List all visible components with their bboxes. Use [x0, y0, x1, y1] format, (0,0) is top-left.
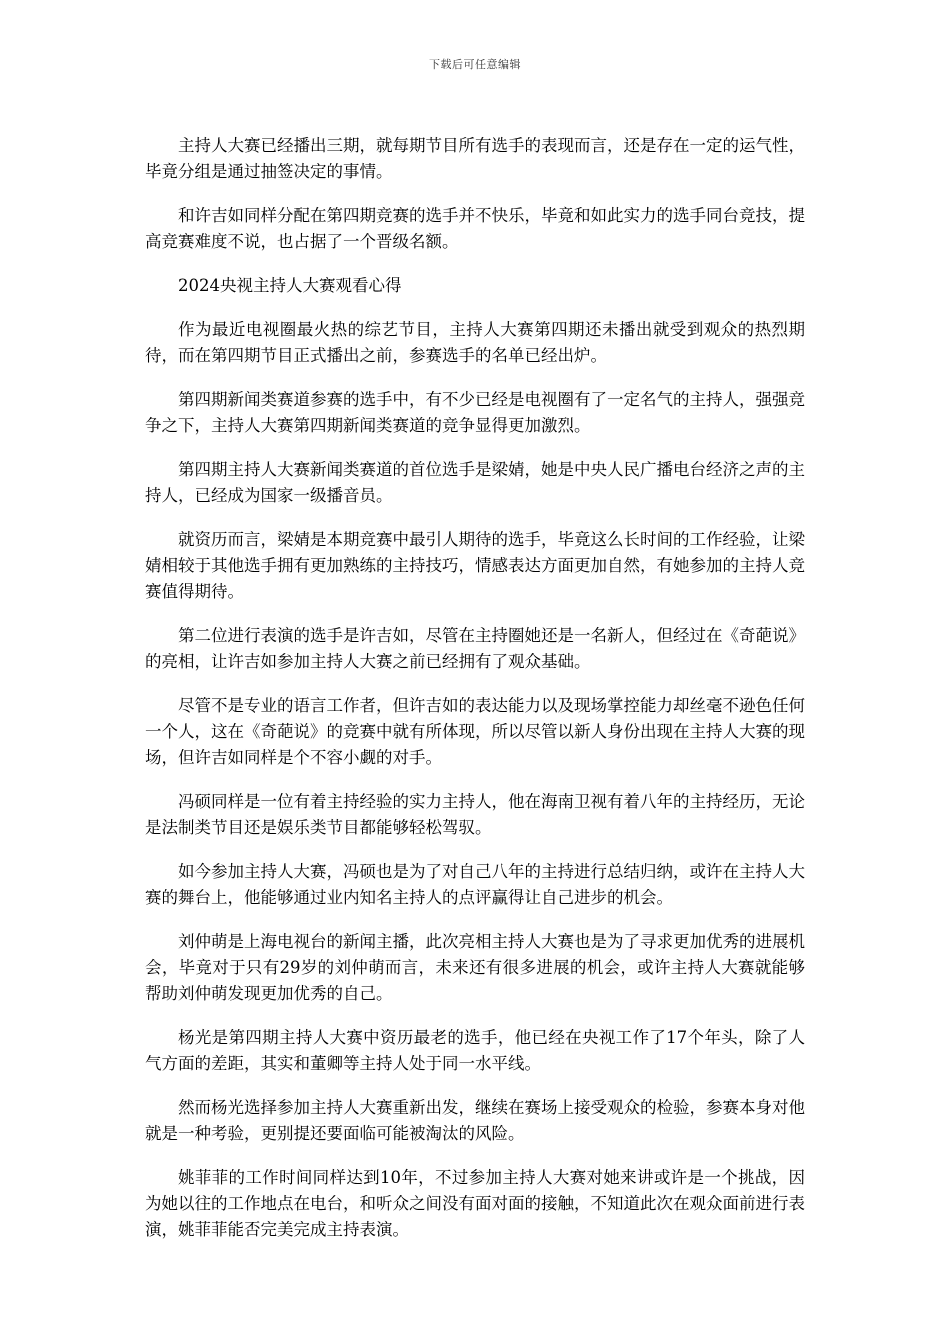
paragraph: 第四期新闻类赛道参赛的选手中，有不少已经是电视圈有了一定名气的主持人，强强竞争之下，主持人大赛第四期新闻类赛道的竞争显得更加激烈。 [145, 390, 805, 435]
paragraph: 第四期主持人大赛新闻类赛道的首位选手是梁婧，她是中央人民广播电台经济之声的主持人，已经成为国家一级播音员。 [145, 460, 805, 505]
paragraph: 作为最近电视圈最火热的综艺节目，主持人大赛第四期还未播出就受到观众的热烈期待，而在第四期节目正式播出之前，参赛选手的名单已经出炉。 [145, 320, 805, 365]
paragraph: 杨光是第四期主持人大赛中资历最老的选手，他已经在央视工作了17个年头，除了人气方面的差距，其实和董卿等主持人处于同一水平线。 [145, 1028, 805, 1073]
paragraph: 尽管不是专业的语言工作者，但许吉如的表达能力以及现场掌控能力却丝毫不逊色任何一个人，这在《奇葩说》的竞赛中就有所体现，所以尽管以新人身份出现在主持人大赛的现场，但许吉如同样是个不容小觑的对手。 [145, 696, 805, 767]
paragraph: 和许吉如同样分配在第四期竞赛的选手并不快乐，毕竟和如此实力的选手同台竞技，提高竞赛难度不说，也占据了一个晋级名额。 [145, 206, 805, 251]
page-header: 下载后可任意编辑 [429, 58, 521, 71]
paragraph: 主持人大赛已经播出三期，就每期节目所有选手的表现而言，还是存在一定的运气性，毕竟分组是通过抽签决定的事情。 [145, 136, 805, 181]
section-heading: 2024央视主持人大赛观看心得 [178, 276, 402, 295]
paragraph: 就资历而言，梁婧是本期竞赛中最引人期待的选手，毕竟这么长时间的工作经验，让梁婧相较于其他选手拥有更加熟练的主持技巧，情感表达方面更加自然，有她参加的主持人竞赛值得期待。 [145, 530, 805, 601]
paragraph: 姚菲菲的工作时间同样达到10年，不过参加主持人大赛对她来讲或许是一个挑战，因为她以往的工作地点在电台，和听众之间没有面对面的接触，不知道此次在观众面前进行表演，姚菲菲能否完美完成主持表演。 [145, 1168, 805, 1239]
paragraph: 如今参加主持人大赛，冯硕也是为了对自己八年的主持进行总结归纳，或许在主持人大赛的舞台上，他能够通过业内知名主持人的点评赢得让自己进步的机会。 [145, 862, 805, 907]
paragraph: 冯硕同样是一位有着主持经验的实力主持人，他在海南卫视有着八年的主持经历，无论是法制类节目还是娱乐类节目都能够轻松驾驭。 [145, 792, 805, 837]
paragraph: 然而杨光选择参加主持人大赛重新出发，继续在赛场上接受观众的检验，参赛本身对他就是一种考验，更别提还要面临可能被淘汰的风险。 [145, 1098, 805, 1143]
paragraph: 刘仲萌是上海电视台的新闻主播，此次亮相主持人大赛也是为了寻求更加优秀的进展机会，毕竟对于只有29岁的刘仲萌而言，未来还有很多进展的机会，或许主持人大赛就能够帮助刘仲萌发现更加优秀的自己。 [145, 932, 805, 1003]
document-body [145, 133, 805, 1261]
paragraph: 第二位进行表演的选手是许吉如，尽管在主持圈她还是一名新人，但经过在《奇葩说》的亮相，让许吉如参加主持人大赛之前已经拥有了观众基础。 [145, 626, 805, 671]
